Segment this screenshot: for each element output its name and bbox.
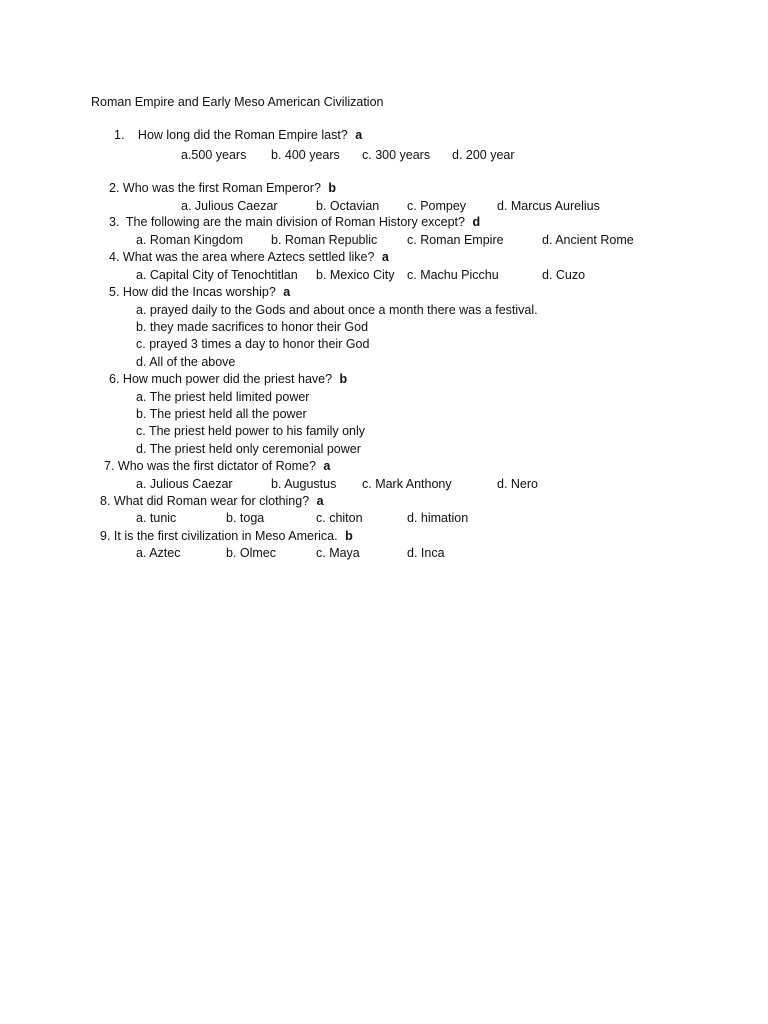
option-d: d. The priest held only ceremonial power	[136, 442, 361, 456]
option-b: b. they made sacrifices to honor their God	[136, 320, 369, 334]
option-c: c. prayed 3 times a day to honor their God	[136, 337, 370, 351]
question-number: 4.	[109, 250, 120, 264]
question-5	[109, 284, 290, 300]
question-text: The following are the main division of Roman History except?	[125, 215, 465, 229]
option-c: c. Pompey	[407, 199, 467, 213]
option-d: d. Nero	[497, 477, 538, 491]
answer-key: d	[472, 215, 481, 229]
option-b: b. The priest held all the power	[136, 407, 307, 421]
question-number: 7.	[104, 459, 115, 473]
option-c: c. 300 years	[362, 148, 431, 162]
option-b: b. 400 years	[271, 148, 340, 162]
option-a: a. The priest held limited power	[136, 390, 310, 404]
question-number: 6.	[109, 372, 120, 386]
option-c: c. Roman Empire	[407, 233, 504, 247]
question-text: How long did the Roman Empire last?	[137, 128, 348, 142]
option-d: d. Inca	[407, 546, 445, 560]
question-number: 5.	[109, 285, 120, 299]
option-c: c. Mark Anthony	[362, 477, 452, 491]
option-b: b. Octavian	[316, 199, 380, 213]
question-text: Who was the first Roman Emperor?	[122, 181, 321, 195]
option-a: a. Roman Kingdom	[136, 233, 244, 247]
question-number: 8.	[100, 494, 111, 508]
answer-key: a	[381, 250, 389, 264]
question-text: How much power did the priest have?	[122, 372, 333, 386]
option-c: c. The priest held power to his family only	[136, 424, 366, 438]
option-d: d. All of the above	[136, 355, 236, 369]
option-a: a.500 years	[181, 148, 247, 162]
question-text: What did Roman wear for clothing?	[113, 494, 310, 508]
question-text: Who was the first dictator of Rome?	[117, 459, 316, 473]
question-number: 3.	[109, 215, 120, 229]
option-b: b. Roman Republic	[271, 233, 378, 247]
answer-key: a	[323, 459, 331, 473]
question-3	[109, 214, 480, 230]
option-c: c. Maya	[316, 546, 360, 560]
question-number: 1.	[114, 128, 125, 142]
answer-key: a	[283, 285, 291, 299]
question-text: What was the area where Aztecs settled like?	[122, 250, 375, 264]
question-number: 9.	[100, 529, 111, 543]
option-a: a. Julious Caezar	[136, 477, 233, 491]
question-text: It is the first civilization in Meso America.	[113, 529, 338, 543]
question-number: 2.	[109, 181, 120, 195]
option-d: d. 200 year	[452, 148, 515, 162]
question-2	[109, 180, 336, 196]
option-c: c. chiton	[316, 511, 363, 525]
option-d: d. himation	[407, 511, 469, 525]
option-a: a. tunic	[136, 511, 177, 525]
option-d: d. Ancient Rome	[542, 233, 634, 247]
worksheet-title: Roman Empire and Early Meso American Civilization	[91, 95, 384, 109]
option-a: a. prayed daily to the Gods and about once a month there was a festival.	[136, 303, 538, 317]
question-8	[100, 493, 324, 509]
option-b: b. Mexico City	[316, 268, 395, 282]
option-b: b. Olmec	[226, 546, 277, 560]
option-a: a. Capital City of Tenochtitlan	[136, 268, 298, 282]
question-9	[100, 528, 353, 544]
option-d: d. Cuzo	[542, 268, 586, 282]
answer-key: b	[345, 529, 353, 543]
question-6	[109, 371, 347, 387]
question-4	[109, 249, 389, 265]
question-1	[114, 127, 362, 143]
option-b: b. Augustus	[271, 477, 337, 491]
option-a: a. Aztec	[136, 546, 181, 560]
option-d: d. Marcus Aurelius	[497, 199, 600, 213]
answer-key: a	[355, 128, 363, 142]
option-a: a. Julious Caezar	[181, 199, 278, 213]
answer-key: b	[328, 181, 337, 195]
option-b: b. toga	[226, 511, 265, 525]
question-text: How did the Incas worship?	[122, 285, 276, 299]
option-c: c. Machu Picchu	[407, 268, 499, 282]
answer-key: a	[316, 494, 324, 508]
question-7	[104, 458, 330, 474]
answer-key: b	[339, 372, 348, 386]
